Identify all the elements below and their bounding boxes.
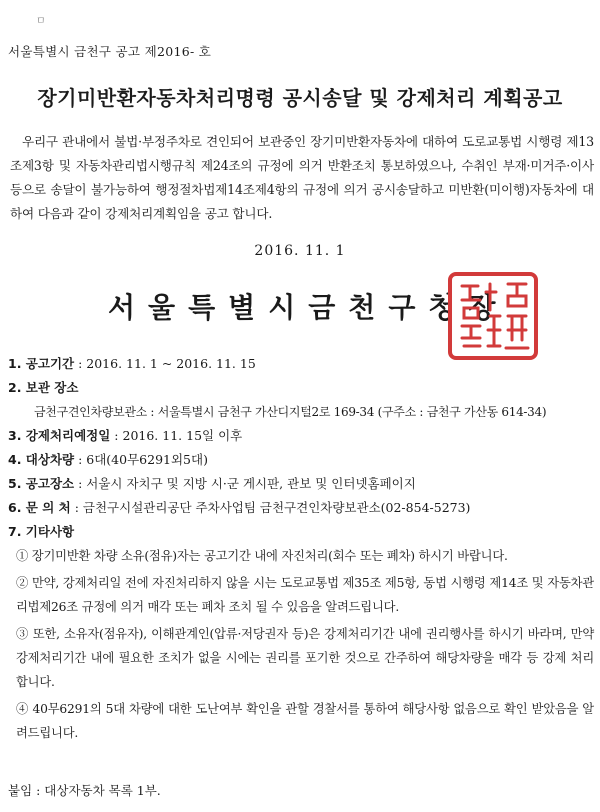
item-separator: : — [74, 356, 87, 371]
item-label: 3. 강제처리예정일 — [8, 428, 111, 443]
item-notice-location — [8, 472, 594, 496]
attachment-line: 붙임 : 대상자동차 목록 1부. — [8, 783, 161, 798]
item-other-matters — [8, 520, 594, 544]
item-value: 2016. 11. 15일 이후 — [122, 428, 243, 443]
notice-title: 장기미반환자동차처리명령 공시송달 및 강제처리 계획공고 — [37, 86, 563, 110]
item-value: 6대(40무6291외5대) — [86, 452, 208, 467]
item-separator: : — [110, 428, 123, 443]
item-label: 1. 공고기간 — [8, 356, 75, 371]
item-value: 금천구시설관리공단 주차사업팀 금천구견인차량보관소(02-854-5273) — [82, 500, 471, 515]
official-seal-icon — [442, 268, 544, 364]
item-label: 5. 공고장소 — [8, 476, 75, 491]
item-label: 6. 문 의 처 — [8, 500, 71, 515]
item-separator: : — [74, 476, 87, 491]
note-3: ③ 또한, 소유자(점유자), 이해관계인(압류·저당권자 등)은 강제처리기간 내에 권리행사를 하시기 바라며, 만약 강제처리기간 내에 필요한 조치가 없을 시에는 권리를 포기한 것으로 간주하여 해당차량을 매각 등 강제 처리 합니다. — [16, 627, 594, 689]
item-value: 서울시 자치구 및 지방 시·군 게시판, 관보 및 인터넷홈페이지 — [86, 476, 416, 491]
item-separator: : — [70, 500, 83, 515]
item-enforcement-date — [8, 424, 594, 448]
document-number: 서울특별시 금천구 공고 제2016- 호 — [8, 44, 212, 59]
item-storage-place — [8, 376, 594, 400]
item-separator: : — [74, 452, 87, 467]
item-target-vehicles — [8, 448, 594, 472]
note-2: ② 만약, 강제처리일 전에 자진처리하지 않을 시는 도로교통법 제35조 제5항, 동법 시행령 제14조 및 자동차관리법제26조 규정에 의거 매각 또는 폐차 조치 될 수 있음을 알려드립니다. — [16, 576, 594, 614]
note-4: ④ 40무6291의 5대 차량에 대한 도난여부 확인을 관할 경찰서를 통하여 해당사항 없음으로 확인 받았음을 알려드립니다. — [16, 702, 594, 740]
item-notice-period — [8, 352, 594, 376]
notice-items — [8, 352, 594, 748]
note-1: ① 장기미반환 차량 소유(점유)자는 공고기간 내에 자진처리(회수 또는 폐차) 하시기 바랍니다. — [16, 549, 508, 563]
item-contact — [8, 496, 594, 520]
item-label: 4. 대상차량 — [8, 452, 75, 467]
issuer-name: 서울특별시금천구청장 — [108, 291, 509, 324]
storage-detail: 금천구견인차량보관소 : 서울특별시 금천구 가산디지털2로 169-34 (구주소 : 금천구 가산동 614-34) — [34, 405, 547, 419]
notice-date: 2016. 11. 1 — [254, 243, 346, 259]
item-label: 2. 보관 장소 — [8, 380, 79, 395]
item-value: 2016. 11. 1 ~ 2016. 11. 15 — [86, 356, 256, 371]
intro-paragraph: 우리구 관내에서 불법·부정주차로 견인되어 보관중인 장기미반환자동차에 대하여 도로교통법 시행령 제13조제3항 및 자동차관리법시행규칙 제24조의 규정에 의거 반환조치 통보하였으나, 수취인 부재·미거주·이사 등으로 송달이 불가능하여 행정절차법제14조제4항의 규정에 의거 공시송달하고 미반환(미이행)자동차에 대하여 다음과 같이 강제처리계획임을 공고 합니다. — [10, 134, 594, 221]
item-label: 7. 기타사항 — [8, 524, 75, 539]
header-mark: ㅁ — [36, 16, 46, 27]
